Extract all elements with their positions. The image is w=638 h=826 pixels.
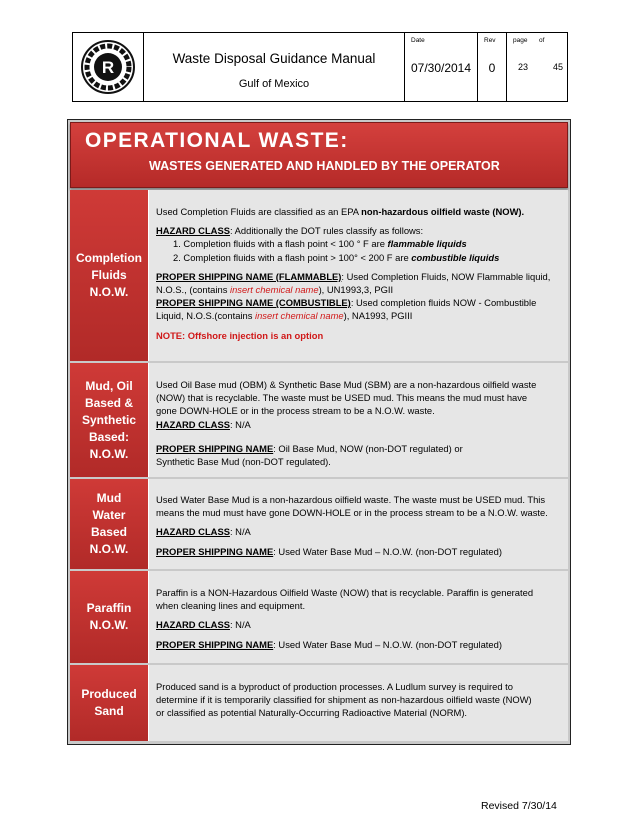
proper-shipping-name: [156, 638, 561, 651]
row-label-line: Completion: [76, 251, 142, 265]
row-label-line: Sand: [94, 704, 124, 718]
hazard-class: [156, 224, 561, 237]
psn-text: : Used Water Base Mud – N.O.W. (non-DOT regulated): [273, 638, 502, 650]
insert-chemical-name: insert chemical name: [255, 310, 344, 322]
hazard-item-1: [156, 237, 561, 250]
proper-shipping-name: [156, 545, 561, 558]
psn-text: : Oil Base Mud, NOW (non-DOT regulated) or: [273, 442, 463, 454]
row-label-line: N.O.W.: [89, 618, 129, 632]
row-label-line: Based:: [88, 429, 129, 444]
row-label-line: Mud: [96, 491, 122, 505]
description-line: Paraffin is a NON-Hazardous Oilfield Waste (NOW) that is recyclable. Paraffin is generated: [156, 587, 534, 598]
insert-chemical-name: insert chemical name: [229, 284, 319, 296]
psn-text: Liquid, N.O.S.(contains: [156, 310, 256, 322]
psn-label: PROPER SHIPPING NAME: [156, 545, 274, 557]
hazard-label: HAZARD CLASS: [156, 225, 230, 237]
psn-text: : Used Completion Fluids, NOW Flammable liquid,: [341, 270, 551, 282]
item-bold: combustible liquids: [411, 251, 500, 263]
page-number: 23: [518, 62, 529, 72]
revision-footer: Revised 7/30/14: [481, 800, 557, 812]
row-label: [70, 479, 149, 569]
row-label-line: Paraffin: [86, 601, 132, 615]
hazard-text: : N/A: [229, 418, 251, 430]
hazard-item-2: [156, 251, 561, 264]
document-subtitle: Gulf of Mexico: [238, 78, 310, 90]
row-produced-sand: [70, 665, 568, 741]
row-label-line: Water: [92, 508, 126, 522]
document-header: [72, 32, 568, 102]
logo-letter: R: [101, 58, 115, 77]
hazard-class: [156, 525, 561, 538]
logo-cell: [73, 33, 144, 101]
psn-combustible-cont: [156, 309, 561, 322]
psn-label: PROPER SHIPPING NAME (COMBUSTIBLE): [156, 297, 351, 309]
page-cell: [507, 33, 567, 101]
psn-text: N.O.S., (contains: [156, 284, 230, 296]
hazard-text: : Additionally the DOT rules classify as follows:: [229, 225, 424, 237]
row-content: [149, 190, 568, 361]
hazard-label: HAZARD CLASS: [156, 619, 230, 631]
waste-table: [67, 119, 571, 745]
row-label-line: Produced: [81, 687, 137, 701]
psn-cont: Synthetic Base Mud (non-DOT regulated).: [156, 456, 331, 468]
row-label-line: Mud, Oil: [85, 378, 133, 393]
row-completion-fluids: [70, 190, 568, 361]
proper-shipping-name: [156, 442, 561, 455]
description-line: (NOW) that is recyclable. The waste must be USED mud. This means the mud must have: [156, 392, 528, 404]
of-label: of: [539, 37, 545, 44]
row-content: [149, 479, 568, 569]
section-banner: [70, 122, 568, 188]
company-logo-icon: [80, 39, 136, 95]
description-line: determine if it is temporarily classified for shipment as non-hazardous oilfield waste (NOW): [156, 694, 532, 706]
date-value: 07/30/2014: [410, 61, 472, 75]
title-cell: [144, 33, 405, 101]
row-label-line: N.O.W.: [89, 446, 129, 461]
psn-text: : Used Water Base Mud – N.O.W. (non-DOT regulated): [273, 545, 502, 557]
rev-label: Rev: [484, 37, 496, 44]
item-text: 1. Completion fluids with a flash point < 100 ° F are: [173, 238, 388, 250]
page-total: 45: [553, 62, 564, 72]
psn-label: PROPER SHIPPING NAME: [156, 638, 274, 650]
note-text: NOTE: Offshore injection is an option: [156, 329, 324, 341]
row-mud-oil-based: [70, 363, 568, 477]
item-bold: flammable liquids: [387, 238, 467, 250]
psn-text: ), UN1993,3, PGII: [318, 284, 394, 296]
hazard-label: HAZARD CLASS: [156, 526, 230, 538]
row-content: [149, 665, 568, 741]
row-label-line: N.O.W.: [89, 542, 129, 556]
row-content: [149, 363, 568, 477]
banner-subtitle: WASTES GENERATED AND HANDLED BY THE OPERATOR: [149, 159, 500, 173]
date-cell: [405, 33, 478, 101]
hazard-label: HAZARD CLASS: [156, 418, 230, 430]
psn-flammable: [156, 270, 561, 283]
intro-bold: non-hazardous oilfield waste (NOW).: [361, 206, 525, 217]
hazard-class: [156, 418, 561, 431]
row-label-line: Based: [90, 525, 127, 539]
row-label-line: Fluids: [91, 268, 127, 282]
row-label: [70, 571, 149, 663]
psn-label: PROPER SHIPPING NAME (FLAMMABLE): [156, 270, 342, 282]
description-line: gone DOWN-HOLE or in the process stream to be a N.O.W. waste.: [156, 405, 435, 417]
psn-flammable-cont: [156, 283, 561, 296]
row-paraffin: [70, 571, 568, 663]
description-line: Used Oil Base mud (OBM) & Synthetic Base Mud (SBM) are a non-hazardous oilfield waste: [156, 379, 537, 390]
description-line: Produced sand is a byproduct of production processes. A Ludlum survey is required to: [156, 681, 513, 692]
banner-title: OPERATIONAL WASTE:: [85, 129, 349, 152]
psn-label: PROPER SHIPPING NAME: [156, 442, 274, 454]
psn-combustible: [156, 296, 561, 309]
psn-text: : Used completion fluids NOW - Combustible: [350, 297, 537, 309]
rev-cell: [478, 33, 507, 101]
hazard-text: : N/A: [229, 526, 251, 538]
hazard-text: : N/A: [229, 619, 251, 631]
row-label-line: Synthetic: [81, 412, 136, 427]
intro-plain: Used Completion Fluids are classified as an EPA: [156, 206, 362, 217]
date-label: Date: [411, 37, 425, 44]
hazard-class: [156, 618, 561, 631]
row-label-line: N.O.W.: [89, 285, 129, 299]
page-label: page: [513, 37, 528, 44]
intro-text: [156, 205, 561, 218]
item-text: 2. Completion fluids with a flash point > 100° < 200 F are: [173, 251, 412, 263]
row-mud-water-based: [70, 479, 568, 569]
row-label: [70, 190, 149, 361]
description-line: or classified as potential Naturally-Occurring Radioactive Material (NORM).: [156, 707, 468, 719]
row-label: [70, 363, 149, 477]
row-label: [70, 665, 149, 741]
description-line: when cleaning lines and equipment.: [156, 600, 306, 612]
description-line: Used Water Base Mud is a non-hazardous oilfield waste. The waste must be USED mud. This: [156, 494, 546, 505]
document-title: Waste Disposal Guidance Manual: [172, 51, 376, 66]
description-line: means the mud must have gone DOWN-HOLE or in the process stream to be a N.O.W. waste.: [156, 507, 548, 519]
row-label-line: Based &: [84, 395, 133, 410]
row-content: [149, 571, 568, 663]
psn-text: ), NA1993, PGIII: [343, 310, 413, 322]
rev-value: 0: [488, 61, 496, 75]
